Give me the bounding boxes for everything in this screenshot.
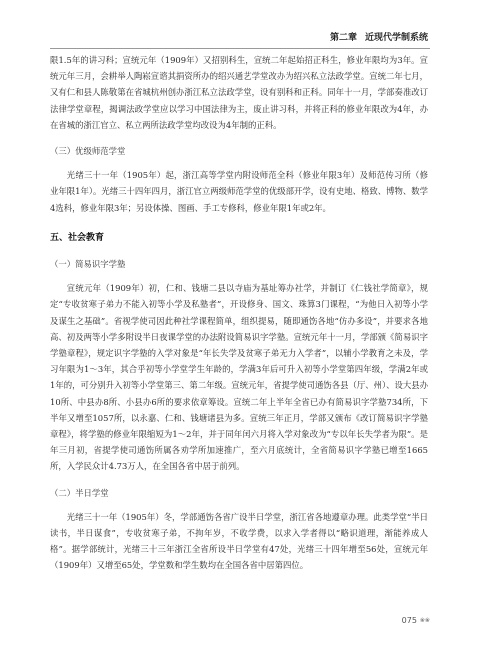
page-footer — [402, 616, 430, 625]
paragraph-continued: 限1.5年的讲习科；宣统元年（1909年）又招别科生，宣统二年起始招正科生，修业年限均为3年。宣统元年三月，会耕举人陶崧宣谘其捐资所办的绍兴通艺学堂改办为绍兴私立法政学堂。宣统二年七月，又有仁和县人陈敬第在省城杭州创办浙江私立法政学堂，设有别科和正科。同年十一月，学部奏准改订法律学堂章程，揭调法政学堂应以学习中国法律为主，废止讲习科，并将正科的修业年限改为4年，办在省城的浙江官立、私立两所法政学堂均改设为4年制的正科。 — [50, 55, 428, 130]
subsection-heading-normal-school: （三）优级师范学堂 — [50, 146, 126, 157]
subsection-heading-literacy-school: （一）简易识字学塾 — [50, 259, 126, 270]
footer-ornament: ❀❀ — [419, 617, 430, 624]
paragraph-half-day-school: 光绪三十一年（1905年）冬，学部通饬各省广设半日学堂，浙江省各地遵章办理。此类学堂“半日读书，半日谋食”，专收贫寒子弟，不拘年岁，不收学费，以求入学者得以“略识道理，渐能养成人格”。据学部统计，光绪三十三年浙江全省所设半日学堂有47处，光绪三十四年增至56处，宣统元年（1909年）又增至65处，学堂数和学生数均在全国各省中居第四位。 — [50, 511, 428, 571]
section-heading-social-education: 五、社会教育 — [50, 232, 105, 243]
subsection-heading-half-day-school: （二）半日学堂 — [50, 487, 109, 498]
page-body — [50, 52, 428, 574]
page-number: 075 — [401, 616, 417, 625]
paragraph-normal-school: 光绪三十一年（1905年）起，浙江高等学堂内附设师范全科（修业年限3年）及师范传习所（修业年限1年）。光绪三十四年四月，浙江官立两级师范学堂的优级部开学，设有史地、格致、博物、数学4选科，修业年限3年；另设体操、图画、手工专修科，修业年限1年或2年。 — [50, 170, 429, 213]
chapter-title: 近现代学制系统 — [364, 33, 428, 43]
running-header — [330, 30, 428, 43]
header-divider — [50, 48, 430, 49]
chapter-number: 第二章 — [329, 33, 357, 43]
paragraph-literacy-school: 宣统元年（1909年）初，仁和、钱塘二县以寺庙为基址筹办社学，并制订《仁钱社学简章》，规定“专收贫寒子弟力不能入初等小学及私塾者”，开设修身、国文、珠算3门课程，“为他日入初等小学及谋生之基础”。省视学使司因此种社学课程简单，组织提易，随即通饬各地“仿办多设”，并要求各地高、初及两等小学多附设半日夜课学堂的办法附设简易识字学塾。宣统元年十一月，学部颁《简易识字学塾章程》，规定识字学塾的入学对象是“年长失学及贫寒子弟无力入学者”，以辅小学教育之未及，学习年限为1～3年，其合乎初等小学堂学生年龄的，学满3年后可升入初等小学堂第四年级，学满2年或1年的，可分别升入初等小学堂第三、第二年级。宣统元年，省提学使司通饬各县（厅、州）、设大县办10所、中县办8所、小县办6所的要求依章筹设。宣统二年上半年全省已办有简易识字学塾734所，下半年又增至1057所，以永嘉、仁和、钱塘诸县为多。宣统三年正月，学部又颁布《改订简易识字学塾章程》，将学塾的修业年限缩短为1～2年，并于同年闰六月将入学对象改为“专以年长失学者为限”。是年三月初，省提学使司通饬所属各劝学所加速推广，至六月底统计，全省简易识字学塾已增至1665所，入学民众计4.73万人，在全国各省中居于前列。 — [50, 283, 429, 472]
